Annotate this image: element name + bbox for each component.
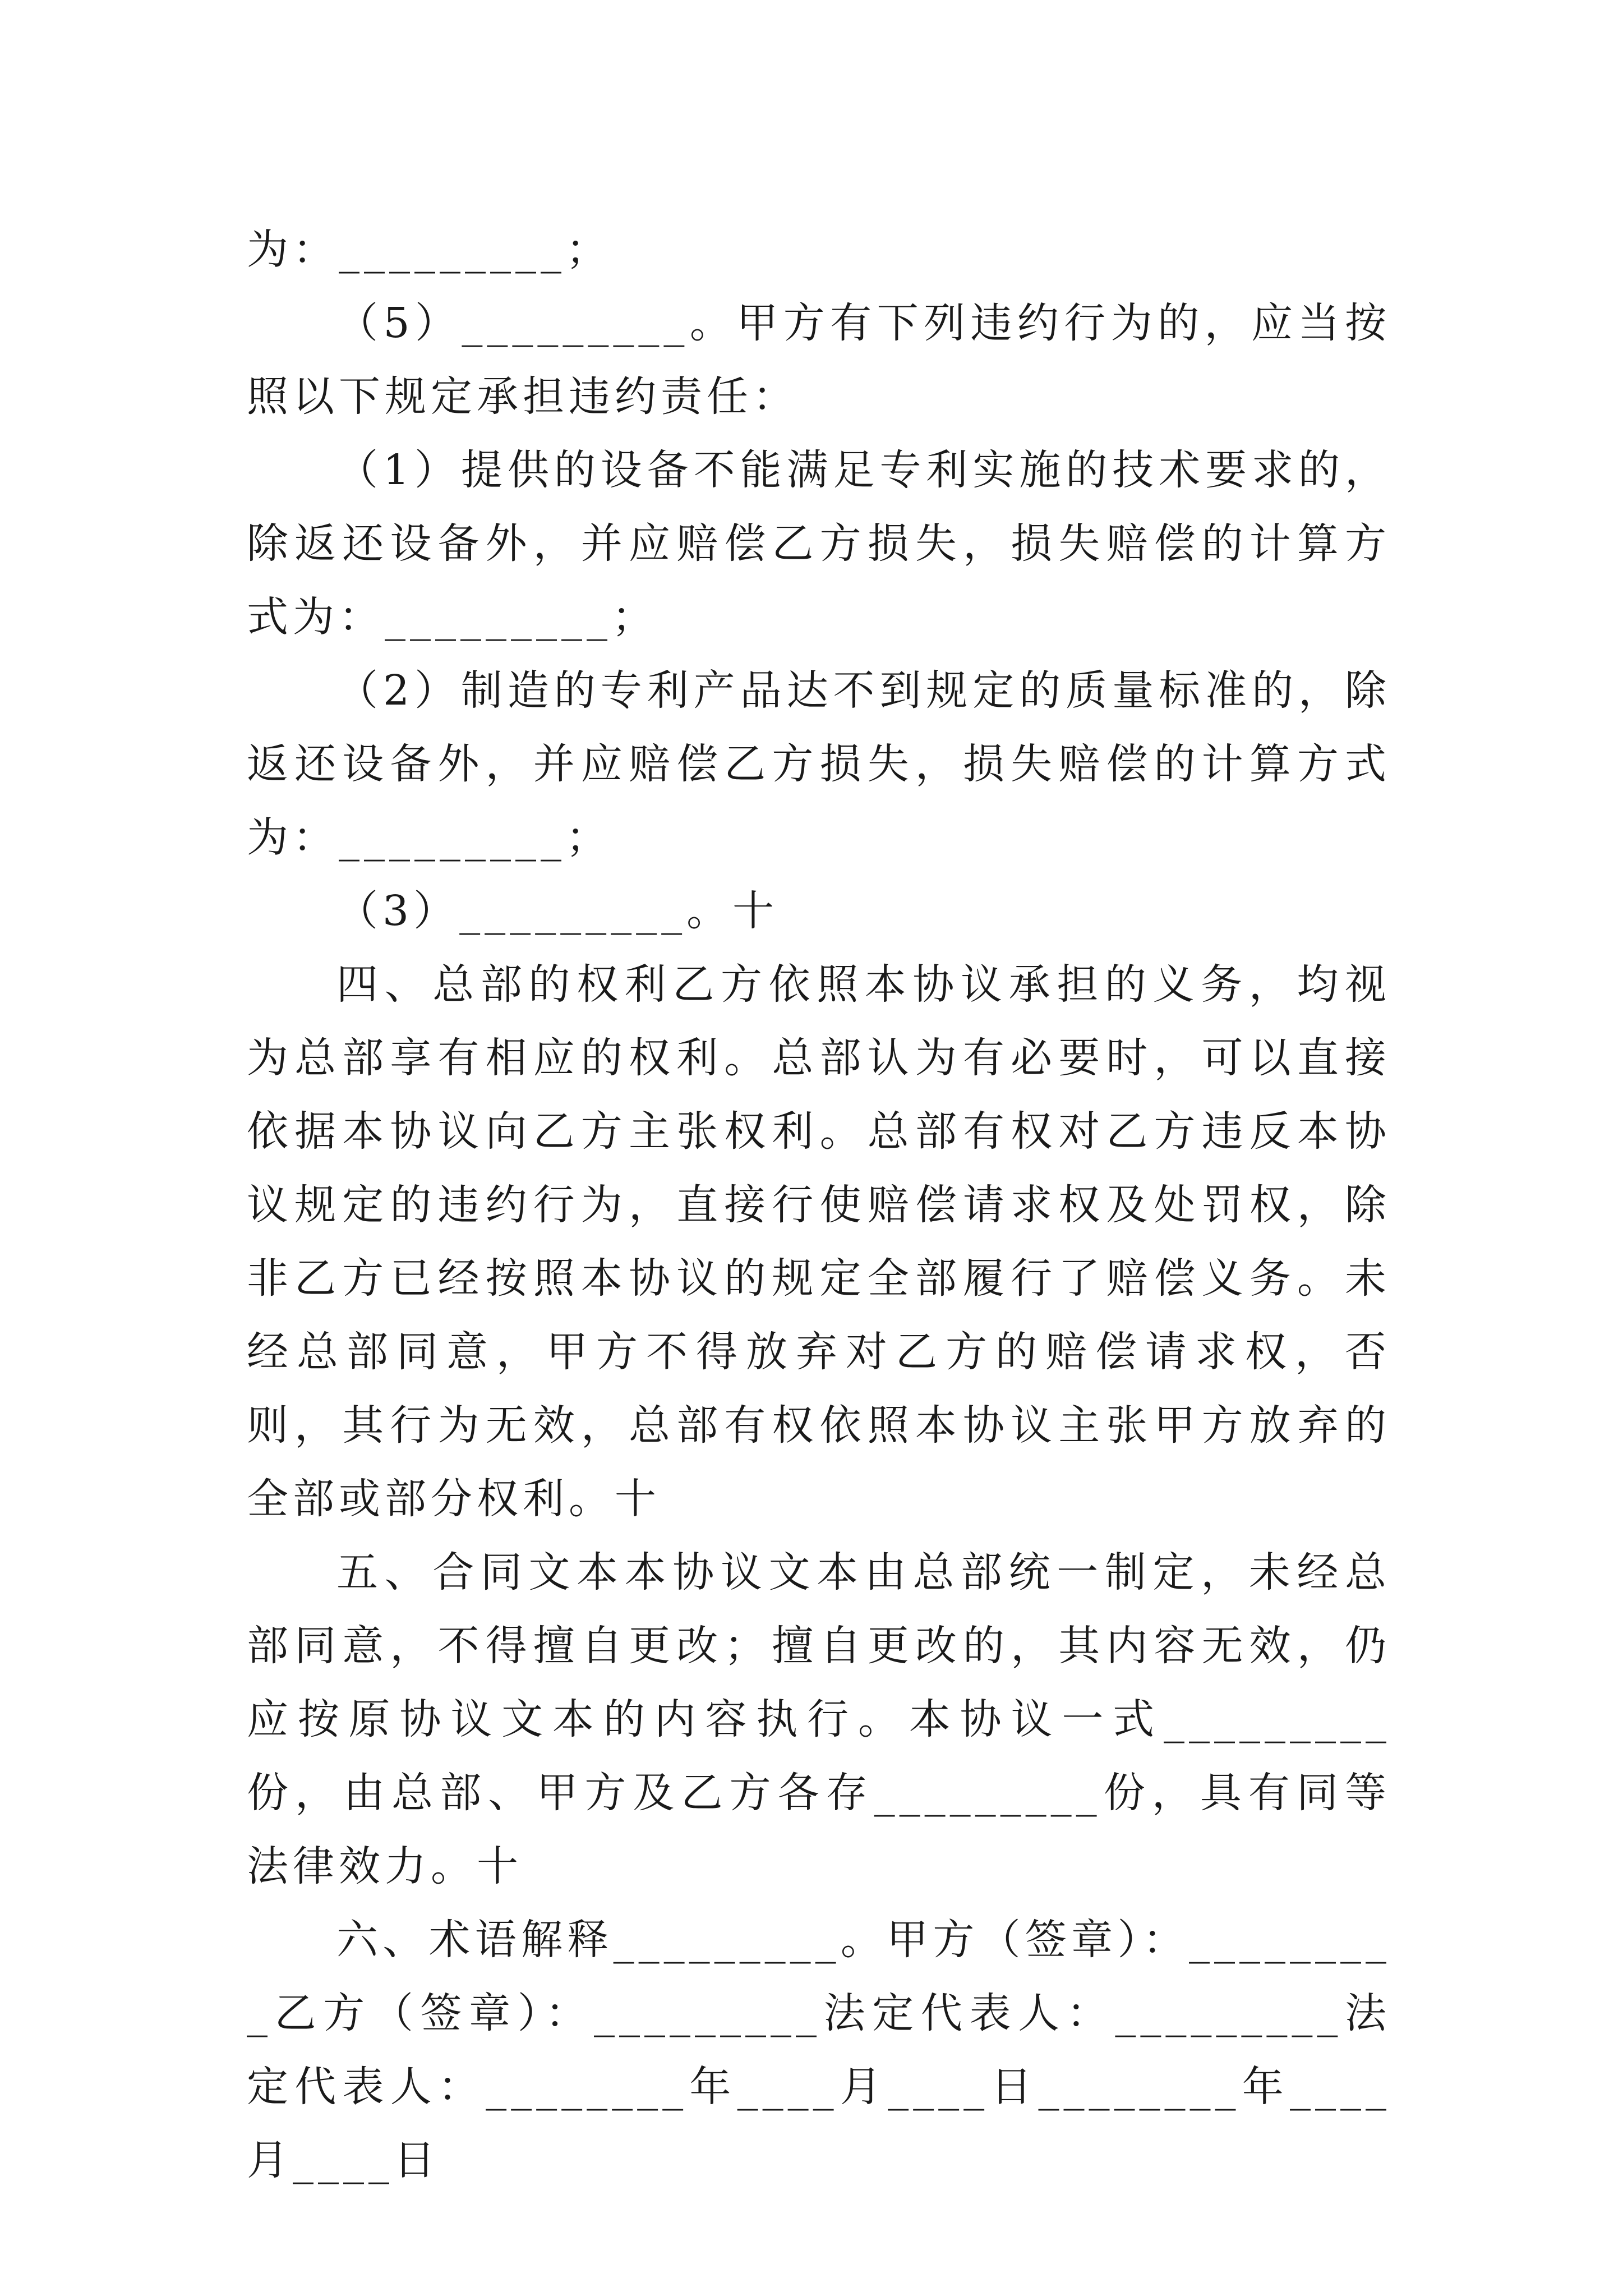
paragraph-continuation: 为：_________；: [247, 226, 612, 274]
paragraph-section-4: 四、总部的权利乙方依照本协议承担的义务，均视为总部享有相应的权利。总部认为有必要时，可以直接依据本协议向乙方主张权利。总部有权对乙方违反本协议规定的违约行为，直接行使赔偿请求权及处罚权，除非乙方已经按照本协议的规定全部履行了赔偿义务。未经总部同意，甲方不得放弃对乙方的赔偿请求权，否则，其行为无效，总部有权依照本协议主张甲方放弃的全部或部分权利。十: [247, 960, 1391, 1523]
paragraph-clause-5: （5）_________。甲方有下列违约行为的，应当按照以下规定承担违约责任：: [247, 299, 1391, 421]
paragraph-clause-1: （1）提供的设备不能满足专利实施的技术要求的，除返还设备外，并应赔偿乙方损失，损失赔偿的计算方式为：_________；: [247, 446, 1391, 641]
paragraph-section-6-signatures: 六、术语解释_________。甲方（签章）：_________乙方（签章）：_________法定代表人：_________法定代表人：________年____月____日________年____月____日: [247, 1916, 1391, 2184]
paragraph-clause-2: （2）制造的专利产品达不到规定的质量标准的，除返还设备外，并应赔偿乙方损失，损失赔偿的计算方式为：_________；: [247, 666, 1391, 862]
document-body: [247, 213, 1391, 2197]
paragraph-section-5: 五、合同文本本协议文本由总部统一制定，未经总部同意，不得擅自更改；擅自更改的，其内容无效，仍应按原协议文本的内容执行。本协议一式_________份，由总部、甲方及乙方各存_________份，具有同等法律效力。十: [247, 1548, 1391, 1890]
paragraph-clause-3: （3）_________。十: [336, 887, 779, 935]
